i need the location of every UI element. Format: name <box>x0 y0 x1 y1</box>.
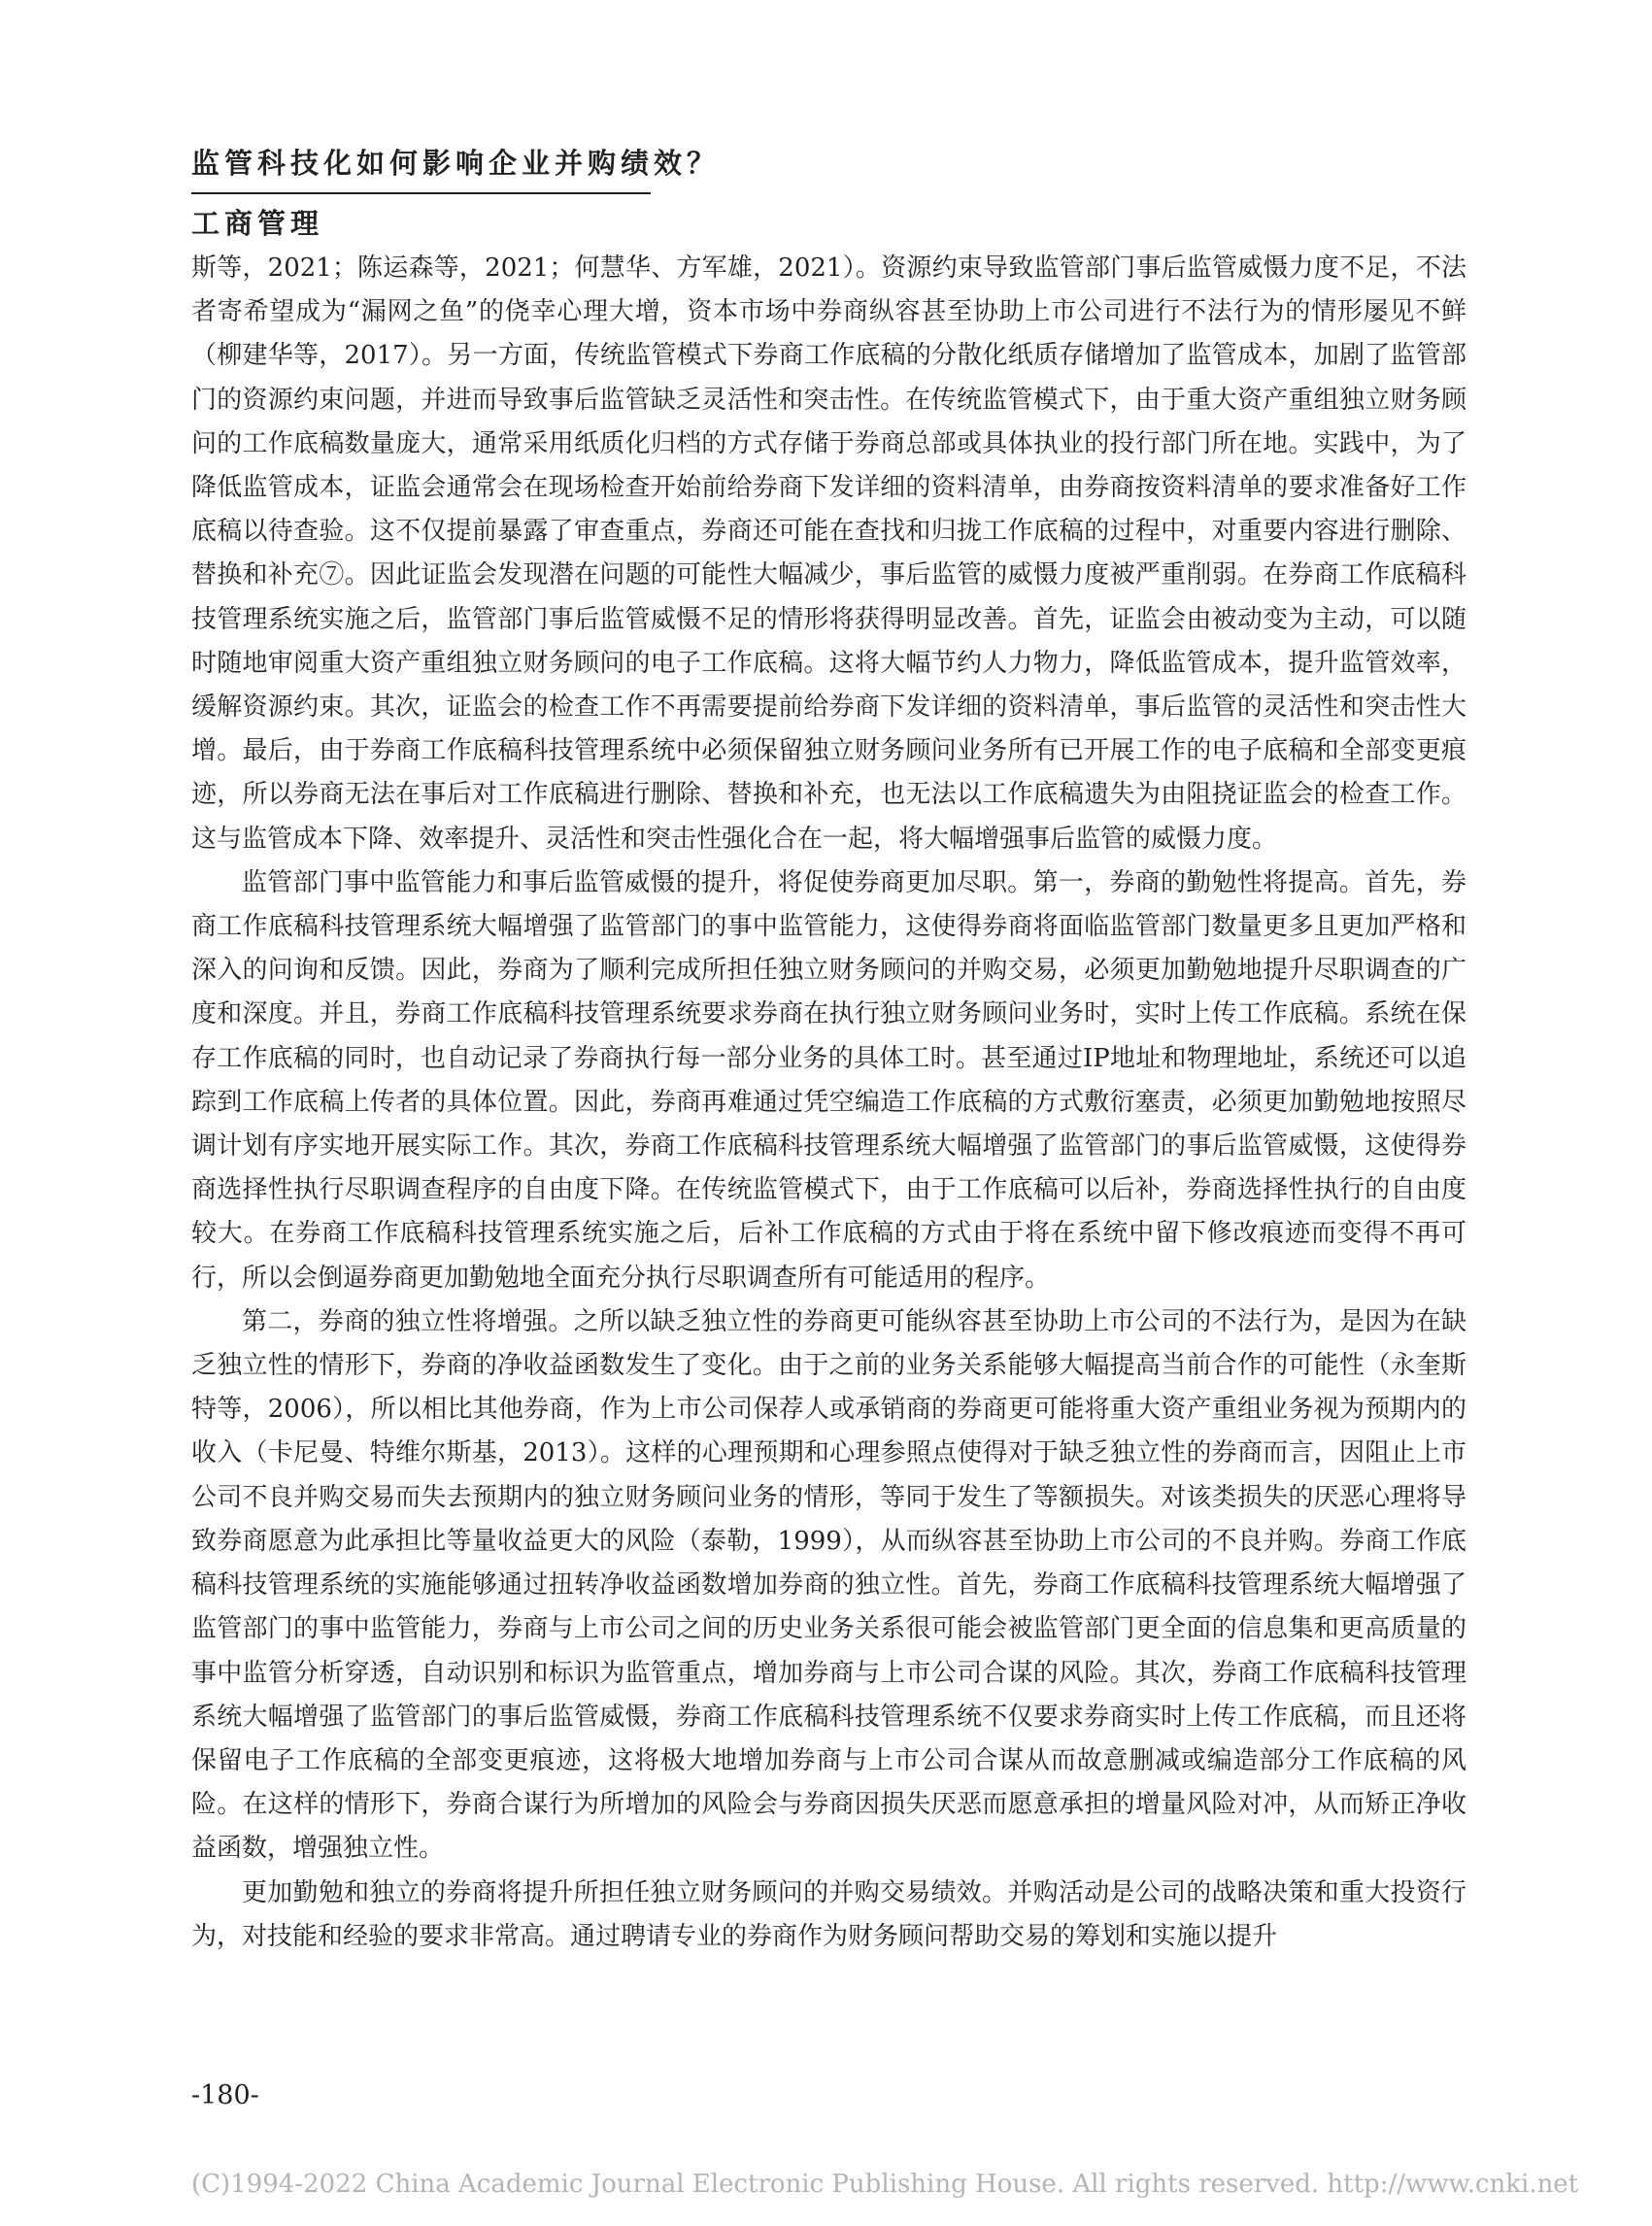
running-title: 监管科技化如何影响企业并购绩效？ <box>191 147 721 180</box>
article-body <box>191 247 1467 1959</box>
body-paragraph-4: 更加勤勉和独立的券商将提升所担任独立财务顾问的并购交易绩效。并购活动是公司的战略决策和重大投资行为，对技能和经验的要求非常高。通过聘请专业的券商作为财务顾问帮助交易的筹划和实施以提升 <box>191 1877 1467 1951</box>
body-paragraph-1: 斯等，2021；陈运森等，2021；何慧华、方军雄，2021）。资源约束导致监管部门事后监管威慑力度不足，不法者寄希望成为“漏网之鱼”的侥幸心理大增，资本市场中券商纵容甚至协助上市公司进行不法行为的情形屡见不鲜（柳建华等，2017）。另一方面，传统监管模式下券商工作底稿的分散化纸质存储增加了监管成本，加剧了监管部门的资源约束问题，并进而导致事后监管缺乏灵活性和突击性。在传统监管模式下，由于重大资产重组独立财务顾问的工作底稿数量庞大，通常采用纸质化归档的方式存储于券商总部或具体执业的投行部门所在地。实践中，为了降低监管成本，证监会通常会在现场检查开始前给券商下发详细的资料清单，由券商按资料清单的要求准备好工作底稿以待查验。这不仅提前暴露了审查重点，券商还可能在查找和归拢工作底稿的过程中，对重要内容进行删除、替换和补充⑦。因此证监会发现潜在问题的可能性大幅减少，事后监管的威慑力度被严重削弱。在券商工作底稿科技管理系统实施之后，监管部门事后监管威慑不足的情形将获得明显改善。首先，证监会由被动变为主动，可以随时随地审阅重大资产重组独立财务顾问的电子工作底稿。这将大幅节约人力物力，降低监管成本，提升监管效率，缓解资源约束。其次，证监会的检查工作不再需要提前给券商下发详细的资料清单，事后监管的灵活性和突击性大增。最后，由于券商工作底稿科技管理系统中必须保留独立财务顾问业务所有已开展工作的电子底稿和全部变更痕迹，所以券商无法在事后对工作底稿进行删除、替换和补充，也无法以工作底稿遗失为由阻挠证监会的检查工作。这与监管成本下降、效率提升、灵活性和突击性强化合在一起，将大幅增强事后监管的威慑力度。 <box>191 253 1467 854</box>
copyright-notice: (C)1994-2022 China Academic Journal Electronic Publishing House. All rights reserved. http://www.cnki.net <box>191 2170 1579 2199</box>
header-rule <box>191 192 651 194</box>
body-paragraph-2: 监管部门事中监管能力和事后监管威慑的提升，将促使券商更加尽职。第一，券商的勤勉性将提高。首先，券商工作底稿科技管理系统大幅增强了监管部门的事中监管能力，这使得券商将面临监管部门数量更多且更加严格和深入的问询和反馈。因此，券商为了顺利完成所担任独立财务顾问的并购交易，必须更加勤勉地提升尽职调查的广度和深度。并且，券商工作底稿科技管理系统要求券商在执行独立财务顾问业务时，实时上传工作底稿。系统在保存工作底稿的同时，也自动记录了券商执行每一部分业务的具体工时。甚至通过IP地址和物理地址，系统还可以追踪到工作底稿上传者的具体位置。因此，券商再难通过凭空编造工作底稿的方式敷衍塞责，必须更加勤勉地按照尽调计划有序实地开展实际工作。其次，券商工作底稿科技管理系统大幅增强了监管部门的事后监管威慑，这使得券商选择性执行尽职调查程序的自由度下降。在传统监管模式下，由于工作底稿可以后补，券商选择性执行的自由度较大。在券商工作底稿科技管理系统实施之后，后补工作底稿的方式由于将在系统中留下修改痕迹而变得不再可行，所以会倒逼券商更加勤勉地全面充分执行尽职调查所有可能适用的程序。 <box>191 867 1467 1293</box>
section-label: 工商管理 <box>191 207 324 240</box>
body-paragraph-3: 第二，券商的独立性将增强。之所以缺乏独立性的券商更可能纵容甚至协助上市公司的不法行为，是因为在缺乏独立性的情形下，券商的净收益函数发生了变化。由于之前的业务关系能够大幅提高当前合作的可能性（永奎斯特等，2006），所以相比其他券商，作为上市公司保荐人或承销商的券商更可能将重大资产重组业务视为预期内的收入（卡尼曼、特维尔斯基，2013）。这样的心理预期和心理参照点使得对于缺乏独立性的券商而言，因阻止上市公司不良并购交易而失去预期内的独立财务顾问业务的情形，等同于发生了等额损失。对该类损失的厌恶心理将导致券商愿意为此承担比等量收益更大的风险（泰勒，1999），从而纵容甚至协助上市公司的不良并购。券商工作底稿科技管理系统的实施能够通过扭转净收益函数增加券商的独立性。首先，券商工作底稿科技管理系统大幅增强了监管部门的事中监管能力，券商与上市公司之间的历史业务关系很可能会被监管部门更全面的信息集和更高质量的事中监管分析穿透，自动识别和标识为监管重点，增加券商与上市公司合谋的风险。其次，券商工作底稿科技管理系统大幅增强了监管部门的事后监管威慑，券商工作底稿科技管理系统不仅要求券商实时上传工作底稿，而且还将保留电子工作底稿的全部变更痕迹，这将极大地增加券商与上市公司合谋从而故意删减或编造部分工作底稿的风险。在这样的情形下，券商合谋行为所增加的风险会与券商因损失厌恶而愿意承担的增量风险对冲，从而矫正净收益函数，增强独立性。 <box>191 1306 1467 1864</box>
page-number: -180- <box>191 2080 259 2110</box>
